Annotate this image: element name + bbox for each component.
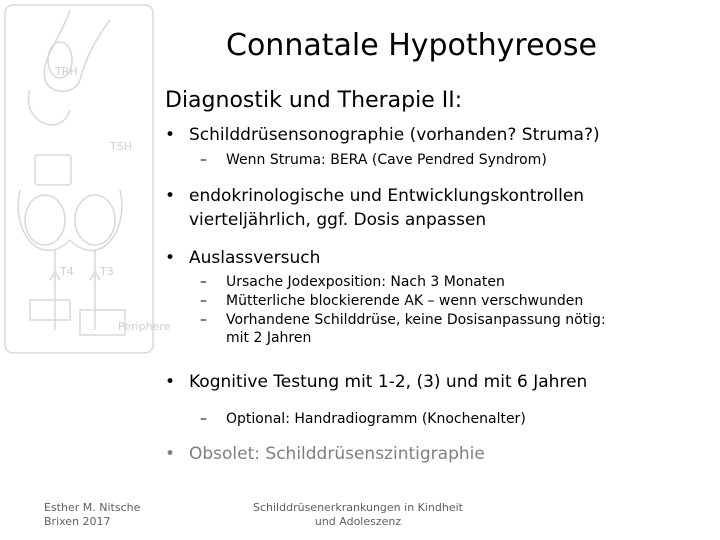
dash-icon: – xyxy=(200,312,207,328)
sub-bullet-item xyxy=(200,292,583,310)
bullet-item xyxy=(165,184,584,232)
footer-author-line2: Brixen 2017 xyxy=(44,515,111,528)
footer-author xyxy=(44,501,140,529)
bullet-item xyxy=(165,370,587,394)
bullet-icon: • xyxy=(165,248,176,268)
bullet-icon: • xyxy=(165,372,176,392)
footer-author-line1: Esther M. Nitsche xyxy=(44,501,141,514)
footer-topic xyxy=(248,501,468,529)
sub-bullet-item xyxy=(200,273,505,291)
sub-bullet-item xyxy=(200,311,606,347)
figure-label: TSH xyxy=(110,140,132,153)
sub-bullet-text-cont: mit 2 Jahren xyxy=(226,330,312,346)
bullet-icon: • xyxy=(165,186,176,206)
dash-icon: – xyxy=(200,274,207,290)
bullet-item xyxy=(165,123,600,147)
bullet-text: Kognitive Testung mit 1-2, (3) und mit 6 Jahren xyxy=(189,372,588,392)
dash-icon: – xyxy=(200,293,207,309)
figure-label: T3 xyxy=(100,265,114,278)
bullet-text: Schilddrüsensonographie (vorhanden? Struma?) xyxy=(189,125,600,145)
thyroid-axis-diagram xyxy=(0,0,171,360)
bullet-icon: • xyxy=(165,125,176,145)
bullet-text-line1: endokrinologische und Entwicklungskontrollen xyxy=(189,186,585,206)
figure-label: TRH xyxy=(55,65,78,78)
sub-bullet-text: Vorhandene Schilddrüse, keine Dosisanpassung nötig: xyxy=(226,312,606,328)
bullet-item xyxy=(165,442,485,466)
figure-label: Periphere xyxy=(118,320,171,333)
slide-subtitle: Diagnostik und Therapie II: xyxy=(165,88,463,113)
footer-topic-line1: Schilddrüsenerkrankungen in Kindheit xyxy=(253,501,463,514)
bullet-item xyxy=(165,246,320,270)
dash-icon: – xyxy=(200,152,207,168)
sub-bullet-item xyxy=(200,151,547,169)
bullet-text: Obsolet: Schilddrüsenszintigraphie xyxy=(189,444,485,464)
dash-icon: – xyxy=(200,411,207,427)
sub-bullet-text: Mütterliche blockierende AK – wenn verschwunden xyxy=(226,293,584,309)
sub-bullet-item xyxy=(200,410,526,428)
figure-label: T4 xyxy=(60,265,74,278)
footer-topic-line2: und Adoleszenz xyxy=(314,515,402,528)
bullet-text-line2: vierteljährlich, ggf. Dosis anpassen xyxy=(189,210,487,230)
slide-title: Connatale Hypothyreose xyxy=(226,28,598,63)
sub-bullet-text: Optional: Handradiogramm (Knochenalter) xyxy=(226,411,526,427)
sub-bullet-text: Ursache Jodexposition: Nach 3 Monaten xyxy=(226,274,505,290)
bullet-icon: • xyxy=(165,444,176,464)
bullet-text: Auslassversuch xyxy=(189,248,321,268)
sub-bullet-text: Wenn Struma: BERA (Cave Pendred Syndrom) xyxy=(226,152,547,168)
